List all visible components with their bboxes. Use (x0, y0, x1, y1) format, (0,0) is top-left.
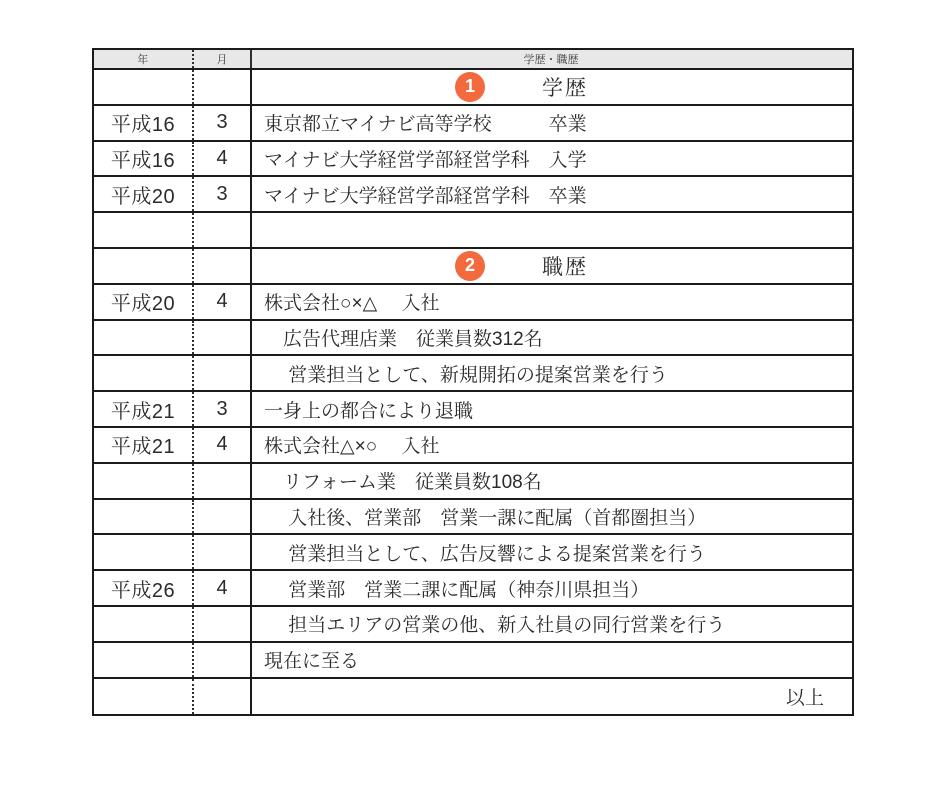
year-cell (94, 356, 194, 390)
year-cell: 平成20 (94, 285, 194, 319)
table-header-row (94, 50, 852, 70)
table-row (94, 213, 852, 249)
section-label: 職歴 (542, 255, 588, 279)
table-row (94, 679, 852, 715)
history-cell: 株式会社△×○ 入社 (264, 436, 440, 458)
month-cell (194, 321, 252, 355)
month-cell (194, 679, 252, 715)
month-cell (194, 356, 252, 390)
table-row (94, 607, 852, 643)
table-row (94, 464, 852, 500)
month-cell: 4 (194, 142, 252, 176)
table-row (94, 106, 852, 142)
history-cell: 営業担当として、新規開拓の提案営業を行う (264, 364, 668, 386)
year-cell: 平成21 (94, 428, 194, 462)
table-row (94, 70, 852, 106)
table-row (94, 177, 852, 213)
month-cell: 4 (194, 428, 252, 462)
year-cell: 平成16 (94, 142, 194, 176)
history-cell: 株式会社○×△ 入社 (264, 293, 440, 315)
month-cell (194, 464, 252, 498)
history-cell (252, 213, 852, 247)
year-cell (94, 70, 194, 104)
history-cell: マイナビ大学経営学部経営学科 入学 (264, 149, 587, 171)
table-row (94, 356, 852, 392)
month-cell (194, 249, 252, 283)
education-work-history-table (92, 48, 854, 716)
table-row (94, 285, 852, 321)
month-cell: 3 (194, 106, 252, 140)
history-cell: 入社後、営業部 営業一課に配属（首都圏担当） (264, 507, 707, 529)
year-cell (94, 607, 194, 641)
history-cell: 以上 (785, 687, 824, 709)
month-cell (194, 70, 252, 104)
year-cell: 平成16 (94, 106, 194, 140)
table-row (94, 571, 852, 607)
year-cell (94, 249, 194, 283)
section-label: 学歴 (542, 76, 588, 100)
table-row (94, 643, 852, 679)
month-cell: 4 (194, 571, 252, 605)
year-cell (94, 321, 194, 355)
year-cell (94, 535, 194, 569)
history-cell: 広告代理店業 従業員数312名 (264, 328, 543, 350)
table-row (94, 142, 852, 178)
history-cell (252, 70, 852, 104)
month-cell: 3 (194, 177, 252, 211)
history-cell: 一身上の都合により退職 (264, 400, 474, 422)
year-cell (94, 679, 194, 715)
month-cell: 3 (194, 392, 252, 426)
month-cell (194, 213, 252, 247)
year-cell: 平成21 (94, 392, 194, 426)
table-row (94, 500, 852, 536)
history-cell: リフォーム業 従業員数108名 (264, 472, 542, 494)
year-column-header: 年 (94, 50, 194, 68)
year-cell (94, 500, 194, 534)
month-cell (194, 535, 252, 569)
history-cell: 営業部 営業二課に配属（神奈川県担当） (264, 579, 650, 601)
history-cell: マイナビ大学経営学部経営学科 卒業 (264, 185, 587, 207)
history-cell: 東京都立マイナビ高等学校 卒業 (264, 114, 587, 136)
history-cell (252, 249, 852, 283)
history-cell: 担当エリアの営業の他、新入社員の同行営業を行う (264, 615, 726, 637)
year-cell (94, 213, 194, 247)
year-cell: 平成26 (94, 571, 194, 605)
month-cell: 4 (194, 285, 252, 319)
table-row (94, 428, 852, 464)
section-number-badge: 1 (455, 72, 485, 102)
month-cell (194, 607, 252, 641)
table-row (94, 535, 852, 571)
month-column-header: 月 (194, 50, 252, 68)
section-number-badge: 2 (455, 251, 485, 281)
history-cell: 営業担当として、広告反響による提案営業を行う (264, 543, 706, 565)
history-column-header: 学歴・職歴 (523, 54, 579, 66)
table-row (94, 321, 852, 357)
table-row (94, 392, 852, 428)
month-cell (194, 500, 252, 534)
year-cell (94, 643, 194, 677)
history-cell: 現在に至る (264, 651, 360, 673)
year-cell (94, 464, 194, 498)
table-body (94, 70, 852, 714)
table-row (94, 249, 852, 285)
month-cell (194, 643, 252, 677)
year-cell: 平成20 (94, 177, 194, 211)
